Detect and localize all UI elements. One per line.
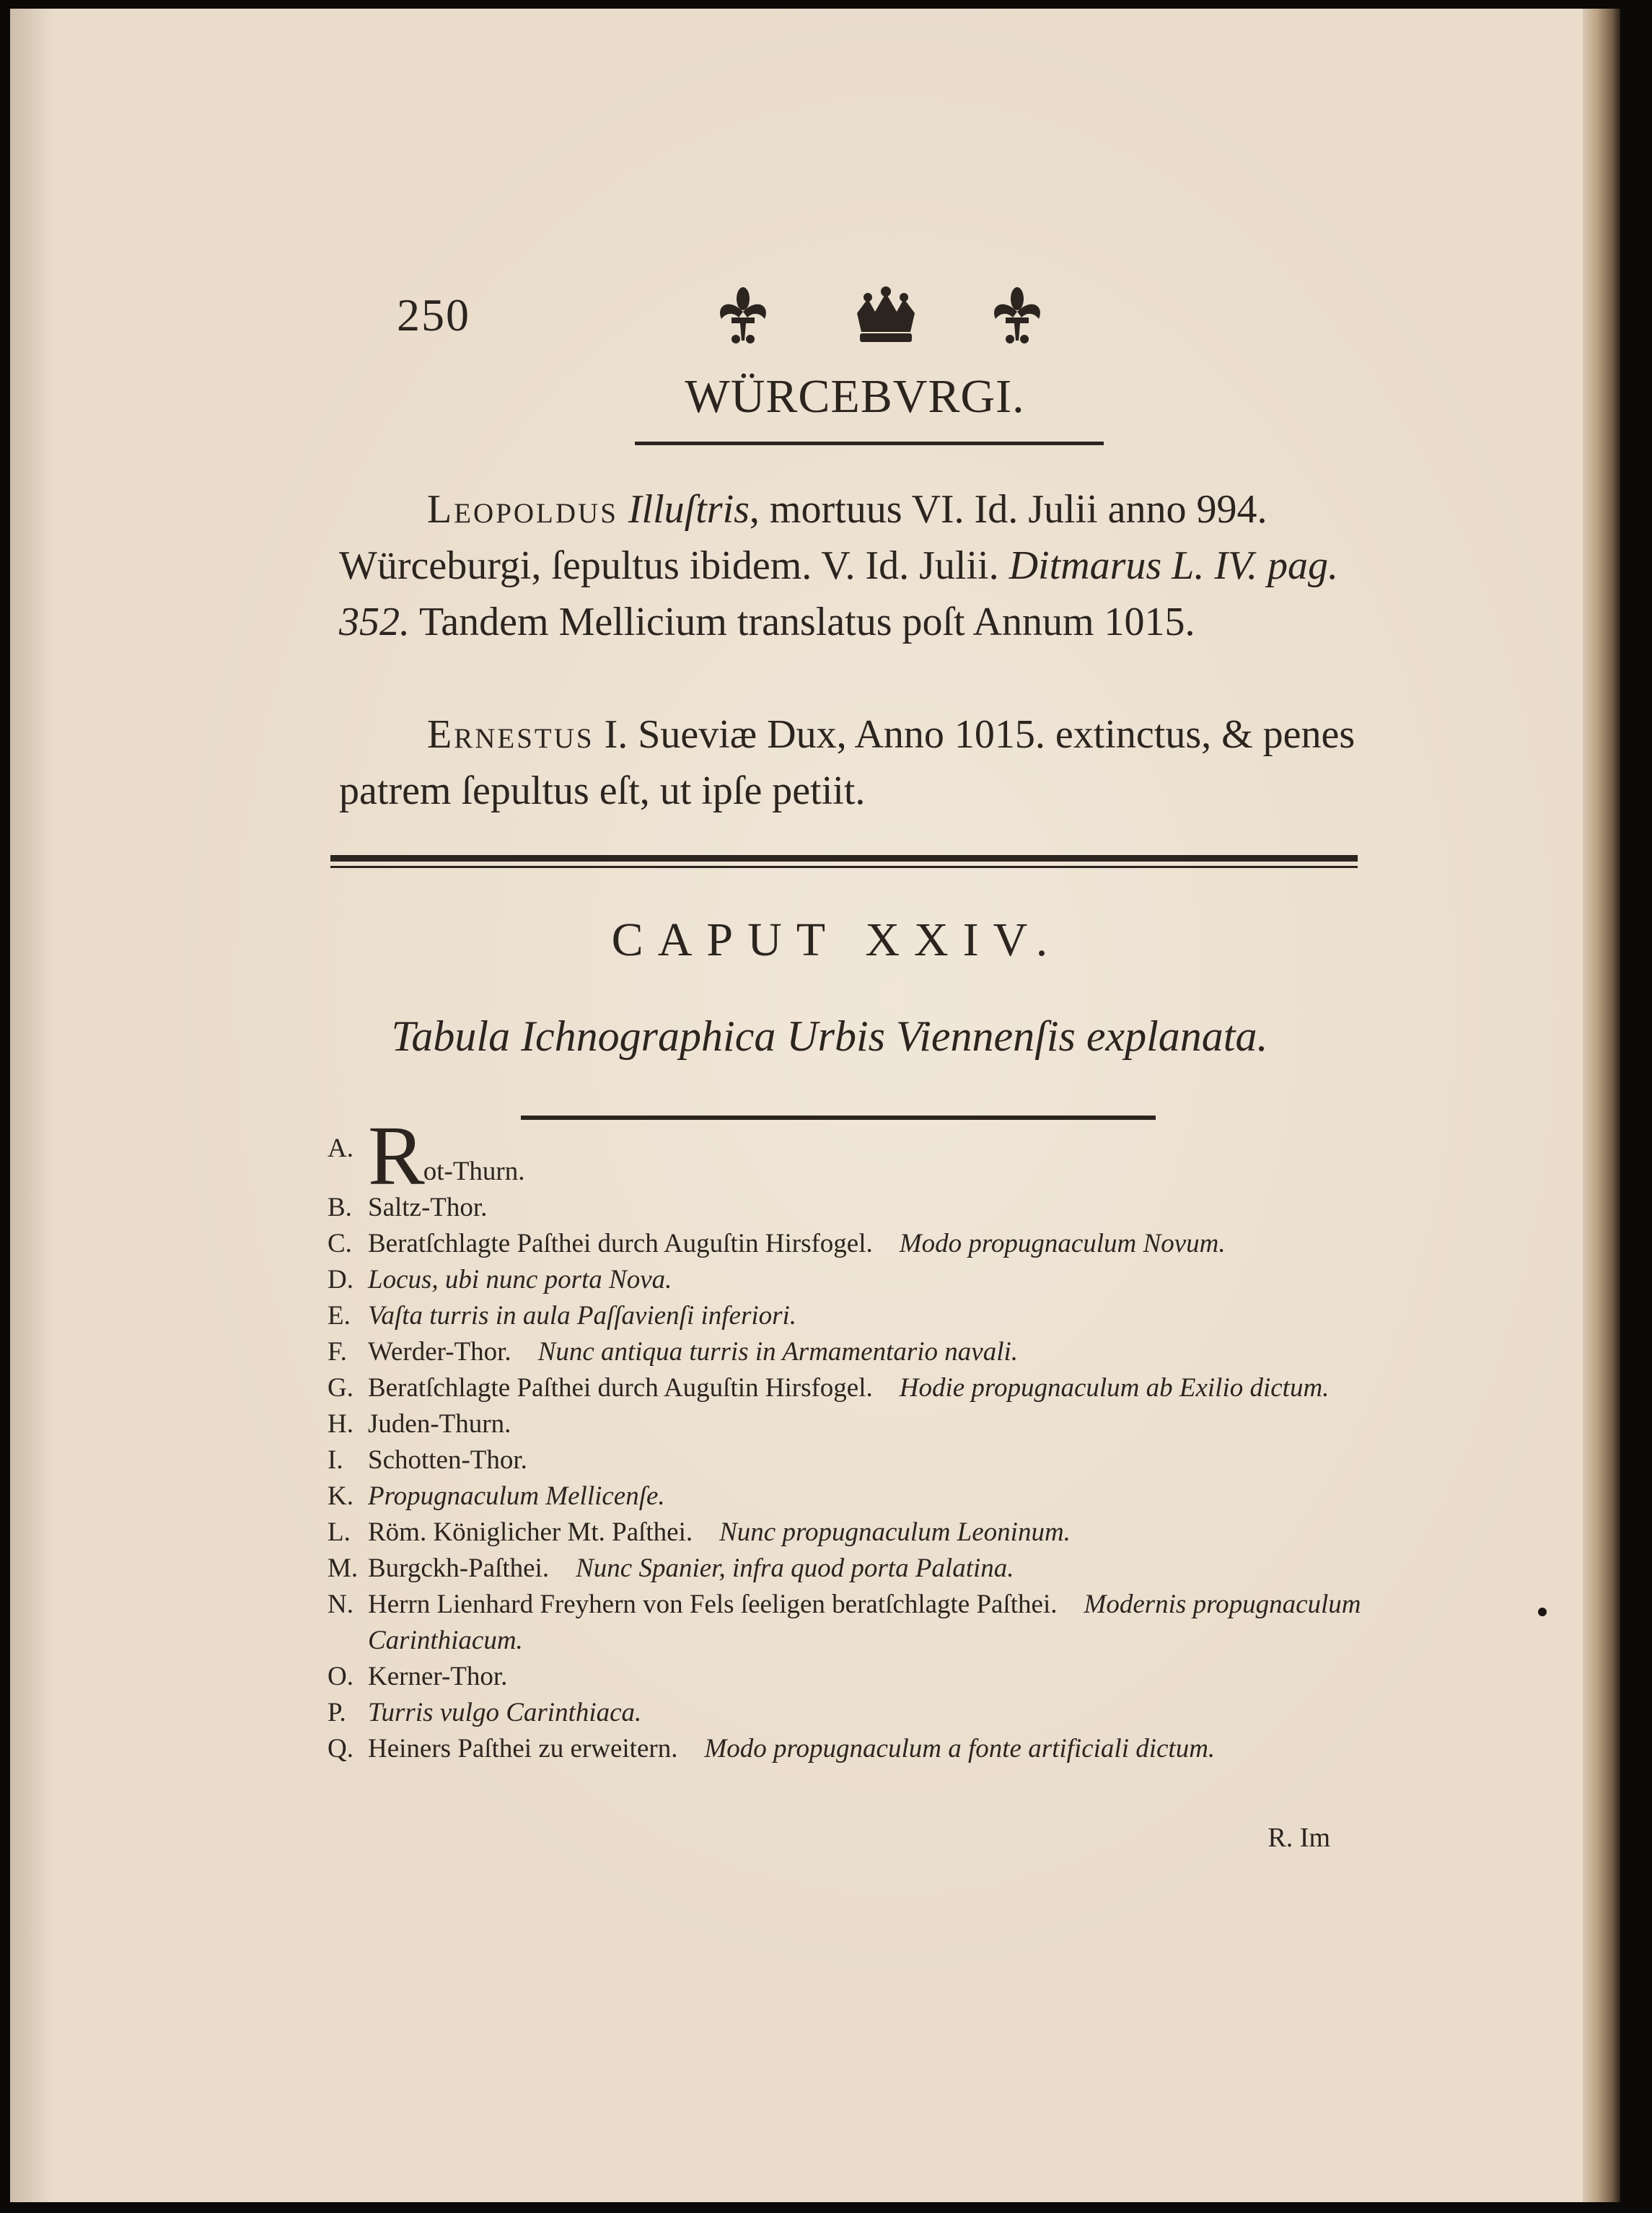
book-page [10,9,1620,2202]
legend-italic-note: Turris vulgo Carinthiaca. [368,1698,642,1727]
legend-italic-note: Nunc Spanier, infra quod porta Palatina. [576,1554,1014,1583]
legend-italic-note: Hodie propugnaculum ab Exilio dictum. [899,1373,1330,1403]
ernestus-text: I. Sueviæ Dux, Anno 1015. extinctus, & penes patrem ſepultus eſt, ut ipſe petiit. [339,712,1356,813]
legend-letter: G. [328,1373,353,1403]
epithet-illustris: Illuſtris [628,487,750,532]
legend-body [368,1478,1381,1515]
legend-text: Beratſchlagte Paſthei durch Auguſtin Hirsfogel. [368,1229,873,1258]
legend-letter: E. [328,1301,351,1331]
legend-body [368,1262,1381,1298]
name-leopoldus: Leopoldus [427,487,618,532]
legend-letter: H. [328,1409,353,1439]
legend-body [368,1226,1381,1262]
legend-entry [328,1659,1381,1695]
legend-text: Kerner-Thor. [368,1662,508,1691]
paragraph-leopoldus [339,481,1378,650]
legend-text: ot-Thurn. [423,1157,525,1186]
legend-body [368,1551,1381,1587]
legend-entry [328,1262,1381,1298]
legend-entry [328,1478,1381,1515]
leopoldus-text: , mortuus VI. Id. Julii anno 994. Würceburgi, ſepultus ibidem. V. Id. Julii. [339,487,1267,588]
legend-text: Saltz-Thor. [368,1193,488,1222]
legend-italic-note: Vaſta turris in aula Paſſavienſi inferiori. [368,1301,797,1331]
legend-body [368,1515,1381,1551]
legend-entry [328,1515,1381,1551]
legend-text: Werder-Thor. [368,1337,511,1367]
running-title: WÜRCEBVRGI. [685,370,1025,423]
legend-text: Schotten-Thor. [368,1445,527,1475]
legend-italic-note: Nunc propugnaculum Leoninum. [719,1517,1071,1547]
leopoldus-text-2: Tandem Mellicium translatus poſt Annum 1015. [419,600,1195,644]
page-number: 250 [397,289,470,341]
legend-entry [328,1226,1381,1262]
ink-spot [1538,1608,1547,1616]
page-gutter [1583,9,1620,2202]
legend-letter: I. [328,1445,343,1475]
legend-letter: F. [328,1337,347,1367]
drop-initial: R [368,1108,425,1203]
source-ditmarus: Ditmarus L. IV. pag. 352. [339,543,1338,644]
legend-entry [328,1406,1381,1442]
legend-text: Burgckh-Paſthei. [368,1554,550,1583]
legend-entry [328,1108,1381,1203]
legend-entry [328,1298,1381,1334]
legend-letter: O. [328,1662,353,1691]
legend-text: Juden-Thurn. [368,1409,511,1439]
legend-letter: C. [328,1229,352,1258]
chapter-heading: CAPUT XXIV. [611,913,1063,966]
legend-body [368,1298,1381,1334]
legend-text: Herrn Lienhard Freyhern von Fels ſeeligen beratſchlagte Paſthei. [368,1590,1058,1619]
legend-body [368,1406,1381,1442]
legend-italic-note: Modo propugnaculum Novum. [899,1229,1226,1258]
legend-body [368,1190,1381,1226]
legend-body [368,1334,1381,1370]
legend-text: Röm. Königlicher Mt. Paſthei. [368,1517,693,1547]
legend-entry [328,1695,1381,1731]
legend-entry [328,1370,1381,1406]
legend-entry [328,1587,1381,1659]
legend-italic-note: Nunc antiqua turris in Armamentario navali. [537,1337,1019,1367]
legend-entry [328,1551,1381,1587]
paragraph-ernestus [339,706,1378,819]
legend-italic-note: Propugnaculum Mellicenſe. [368,1481,665,1511]
legend-letter: B. [328,1193,352,1222]
legend-italic-note: Modernis propugnaculum Carinthiacum. [368,1590,1361,1655]
chapter-subtitle: Tabula Ichnographica Urbis Viennenſis explanata. [391,1012,1268,1060]
legend-italic-note: Locus, ubi nunc porta Nova. [368,1265,672,1294]
section-rule-thin [330,866,1358,868]
legend-letter: P. [328,1698,346,1727]
name-ernestus: Ernestus [427,712,594,757]
legend-letter: M. [328,1554,359,1583]
legend-letter: A. [328,1134,353,1163]
legend-text: Beratſchlagte Paſthei durch Auguſtin Hirsfogel. [368,1373,873,1403]
legend-body [368,1731,1381,1767]
legend-body [368,1442,1381,1478]
legend-text: Heiners Paſthei zu erweitern. [368,1734,678,1763]
legend-list [328,1108,1381,1767]
legend-entry [328,1442,1381,1478]
section-rule-thick [330,855,1358,862]
legend-letter: Q. [328,1734,353,1763]
title-rule [635,442,1104,445]
legend-body [368,1370,1381,1406]
legend-entry [328,1334,1381,1370]
legend-letter: N. [328,1590,353,1619]
fleur-ornament-right-icon [988,284,1046,349]
catchword: R. Im [1267,1823,1330,1853]
fleur-ornament-left-icon [714,284,772,349]
crown-ornament-icon [850,284,922,349]
legend-letter: K. [328,1481,353,1511]
legend-italic-note: Modo propugnaculum a fonte artificiali dictum. [704,1734,1216,1763]
legend-body [368,1695,1381,1731]
legend-body [368,1587,1381,1659]
legend-body [368,1108,1381,1203]
subtitle-rule [521,1116,1156,1120]
legend-letter: L. [328,1517,351,1547]
legend-entry [328,1731,1381,1767]
legend-body [368,1659,1381,1695]
legend-letter: D. [328,1265,353,1294]
legend-entry [328,1190,1381,1226]
